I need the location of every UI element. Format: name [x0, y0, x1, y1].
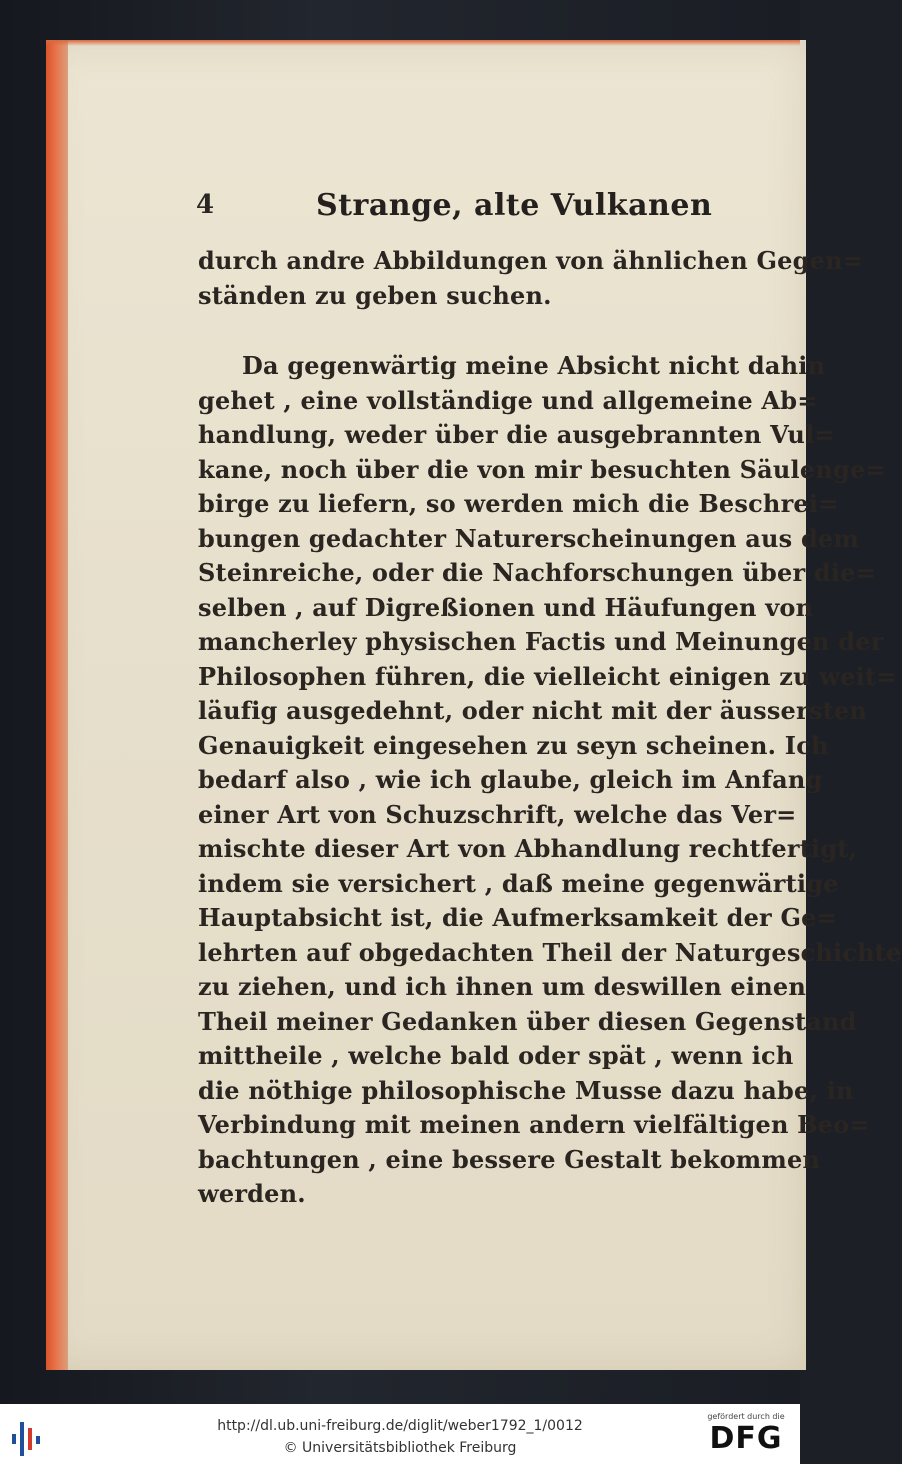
sponsor-note: gefördert durch die — [707, 1412, 785, 1421]
text-line: Verbindung mit meinen andern vielfältigen Beo= — [198, 1110, 870, 1139]
text-line: handlung, weder über die ausgebrannten Vul= — [198, 420, 835, 449]
text-line: Philosophen führen, die vielleicht einigen zu weit= — [198, 661, 897, 691]
text-line: indem sie versichert , daß meine gegenwärtige — [198, 868, 839, 898]
permalink-url[interactable]: http://dl.ub.uni-freiburg.de/diglit/weber1792_1/0012 — [217, 1418, 583, 1434]
text-line: Hauptabsicht ist, die Aufmerksamkeit der Ge= — [198, 903, 837, 932]
text-line: mischte dieser Art von Abhandlung rechtfertigt, — [198, 834, 858, 863]
text-line: bachtungen , eine bessere Gestalt bekommen — [198, 1144, 821, 1174]
page-edge-red — [46, 40, 68, 1370]
page-number: 4 — [196, 190, 215, 220]
text-line: Genauigkeit eingesehen zu seyn scheinen. Ich — [198, 730, 829, 760]
text-line: werden. — [198, 1179, 306, 1208]
text-line: birge zu liefern, so werden mich die Beschrei= — [198, 489, 839, 518]
paragraph-gap — [198, 313, 768, 349]
text-line: Theil meiner Gedanken über diesen Gegenstand — [198, 1006, 857, 1036]
text-line: Steinreiche, oder die Nachforschungen über die= — [198, 558, 876, 587]
text-line: lehrten auf obgedachten Theil der Naturgeschichte — [198, 937, 902, 967]
text-line: ständen zu geben suchen. — [198, 280, 552, 310]
text-line: mancherley physischen Factis und Meinungen der — [198, 627, 884, 656]
viewer-footer — [0, 1404, 800, 1464]
text-line: bungen gedachter Naturerscheinungen aus dem — [198, 523, 859, 553]
text-line: einer Art von Schuzschrift, welche das Ver= — [198, 799, 797, 829]
text-line: selben , auf Digreßionen und Häufungen von — [198, 592, 814, 622]
text-line: die nöthige philosophische Musse dazu habe, in — [198, 1075, 854, 1105]
running-head-title: Strange, alte Vulkanen — [316, 188, 713, 223]
text-line: kane, noch über die von mir besuchten Säulenge= — [198, 454, 886, 484]
page-edge-top — [46, 40, 800, 46]
dfg-sponsor — [702, 1412, 790, 1456]
page-body-text — [198, 244, 902, 1212]
text-line: durch andre Abbildungen von ähnlichen Gegen= — [198, 246, 864, 275]
text-line: läufig ausgedehnt, oder nicht mit der äussersten — [198, 696, 867, 725]
dfg-logo: DFG — [709, 1421, 783, 1456]
text-line: zu ziehen, und ich ihnen um deswillen einen — [198, 972, 806, 1001]
running-head — [196, 188, 756, 228]
copyright-notice: © Universitätsbibliothek Freiburg — [283, 1440, 517, 1456]
text-line: mittheile , welche bald oder spät , wenn ich — [198, 1041, 794, 1070]
text-line: gehet , eine vollständige und allgemeine Ab= — [198, 385, 818, 415]
text-line: bedarf also , wie ich glaube, gleich im Anfang — [198, 765, 823, 794]
text-line: Da gegenwärtig meine Absicht nicht dahin — [242, 351, 826, 380]
